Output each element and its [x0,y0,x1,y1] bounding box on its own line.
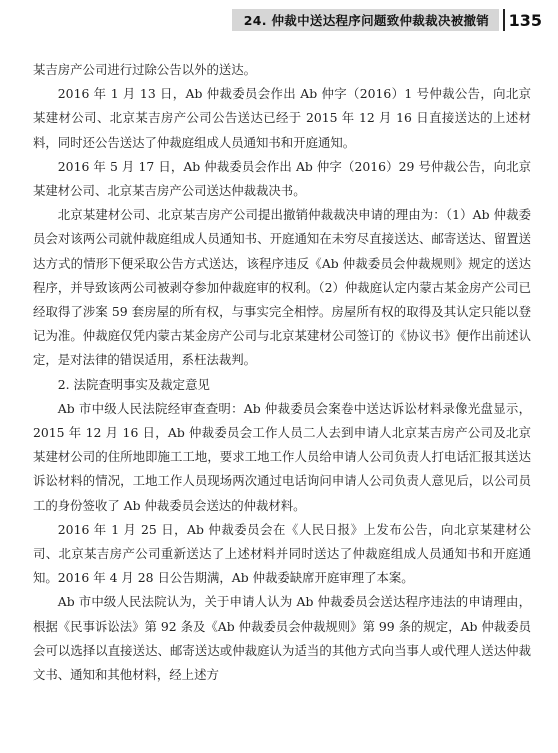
paragraph: Ab 市中级人民法院经审查查明：Ab 仲裁委员会案卷中送达诉讼材料录像光盘显示，2015 年 12 月 16 日，Ab 仲裁委员会工作人员二人去到申请人北京某吉房产公司及北京某建材公司的住所地即施工工地，要求工地工作人员给申请人公司负责人打电话汇报其送达诉讼材料的情况，工地工作人员现场两次通过电话询问申请人公司负责人意见后，以公司员工的身份签收了 Ab 仲裁委员会送达的仲裁材料。 [33,400,531,513]
paragraph-continuation: 某吉房产公司进行过除公告以外的送达。 [33,62,257,77]
running-header [232,9,544,31]
paragraph: 2016 年 5 月 17 日，Ab 仲裁委员会作出 Ab 仲字（2016）29 号仲裁公告，向北京某建材公司、北京某吉房产公司送达仲裁裁决书。 [33,158,531,199]
chapter-title: 24. 仲裁中送达程序问题致仲裁裁决被撤销 [232,9,499,31]
header-divider [503,9,505,31]
page-number: 135 [508,10,542,30]
section-heading: 2. 法院查明事实及裁定意见 [57,376,210,392]
paragraph: 2016 年 1 月 25 日，Ab 仲裁委员会在《人民日报》上发布公告，向北京某建材公司、北京某吉房产公司重新送达了上述材料并同时送达了仲裁庭组成人员通知书和开庭通知。2016 年 4 月 28 日公告期满，Ab 仲裁委缺席开庭审理了本案。 [33,521,531,586]
paragraph: 2016 年 1 月 13 日，Ab 仲裁委员会作出 Ab 仲字（2016）1 号仲裁公告，向北京某建材公司、北京某吉房产公司公告送达已经于 2015 年 12 月 16 日直接送达的上述材料，同时还公告送达了仲裁庭组成人员通知书和开庭通知。 [33,86,531,150]
page-body [33,58,531,687]
paragraph: Ab 市中级人民法院认为，关于申请人认为 Ab 仲裁委员会送达程序违法的申请理由，根据《民事诉讼法》第 92 条及《Ab 仲裁委员会仲裁规则》第 99 条的规定，Ab 仲裁委员会可以选择以直接送达、邮寄送达或仲裁庭认为适当的其他方式向当事人或代理人送达仲裁文书、通知和其他材料，经上述方 [33,594,531,683]
paragraph: 北京某建材公司、北京某吉房产公司提出撤销仲裁裁决申请的理由为：（1）Ab 仲裁委员会对该两公司就仲裁庭组成人员通知书、开庭通知在未穷尽直接送达、邮寄送达、留置送达方式的情形下便采取公告方式送达，该程序违反《Ab 仲裁委员会仲裁规则》规定的送达程序，并导致该两公司被剥夺参加仲裁庭审的权利。（2）仲裁庭认定内蒙古某金房产公司已经取得了涉案 59 套房屋的所有权，与事实完全相悖。房屋所有权的取得及其认定只能以登记为准。仲裁庭仅凭内蒙古某金房产公司与北京某建材公司签订的《协议书》便作出前述认定，是对法律的错误适用，系枉法裁判。 [33,207,531,368]
